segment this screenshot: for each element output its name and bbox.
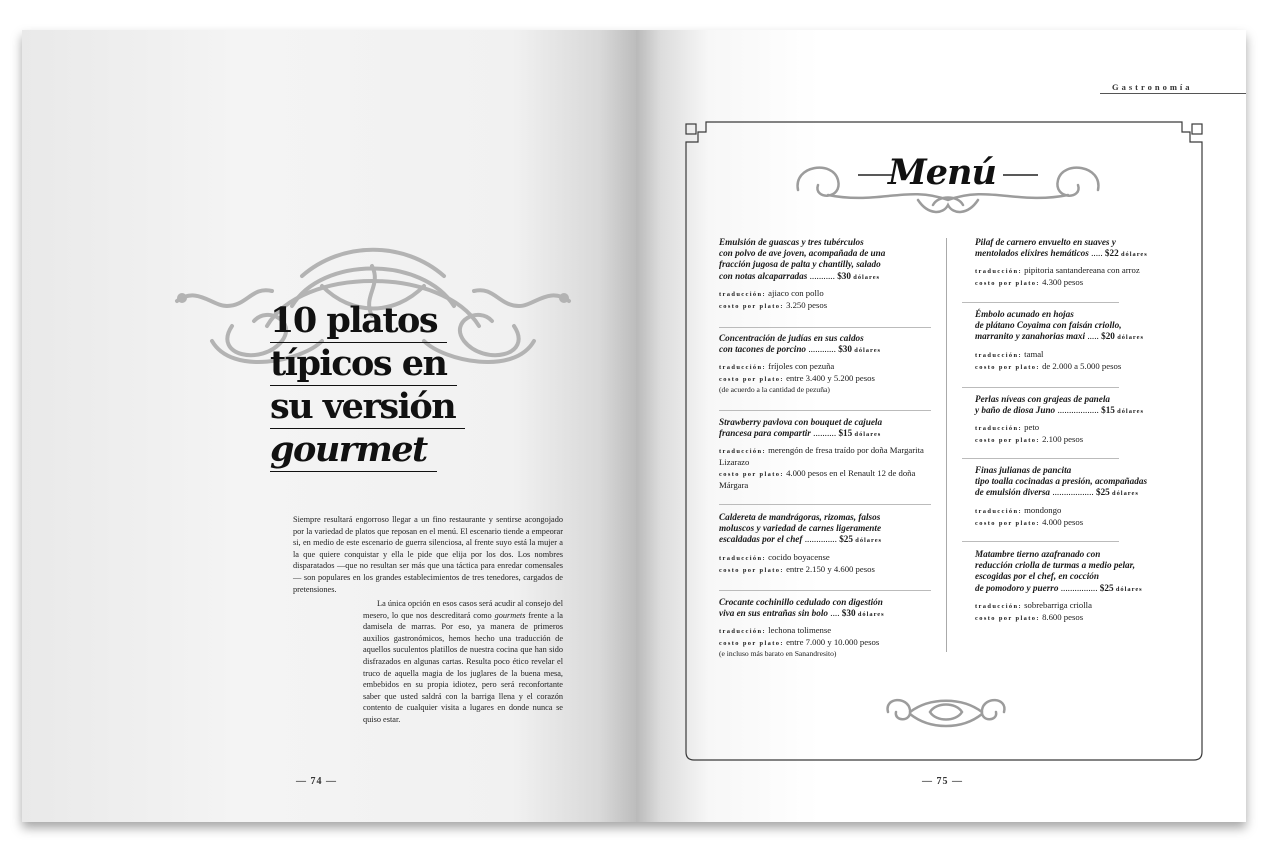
item-note: (e incluso más barato en Sanandresito) bbox=[719, 649, 837, 659]
dish-name-line: reducción criolla de turmas a medio pelar, bbox=[975, 560, 1136, 571]
cost-row bbox=[975, 434, 1180, 446]
dish-name bbox=[975, 465, 1180, 500]
cost-label: costo por plato: bbox=[719, 376, 784, 384]
dish-name bbox=[975, 237, 1180, 260]
dot-leader: .............. bbox=[802, 534, 840, 545]
menu-item bbox=[975, 237, 1180, 289]
dish-name-line: con polvo de ave joven, acompañada de una bbox=[719, 248, 886, 259]
dot-leader: ........... bbox=[807, 270, 838, 281]
translation-row bbox=[719, 552, 931, 564]
cost-value: 4.300 pesos bbox=[1042, 277, 1084, 288]
menu-bottom-ornament bbox=[880, 692, 1012, 732]
cost-label: costo por plato: bbox=[719, 302, 784, 310]
dish-price bbox=[1100, 583, 1143, 593]
price-value: $25 bbox=[1099, 582, 1114, 593]
currency-label: dólares bbox=[855, 537, 883, 545]
menu-item bbox=[719, 512, 931, 576]
dish-name-line: Concentración de judías en sus caldos bbox=[719, 333, 864, 343]
dish-price bbox=[838, 428, 881, 438]
cost-row bbox=[975, 612, 1180, 624]
price-value: $20 bbox=[1101, 331, 1115, 342]
translation-row bbox=[719, 288, 931, 300]
dish-price bbox=[838, 344, 881, 354]
cost-row bbox=[719, 564, 931, 576]
currency-label: dólares bbox=[857, 611, 885, 619]
cost-row bbox=[975, 277, 1180, 289]
dot-leader: ..... bbox=[1085, 331, 1102, 342]
dish-name bbox=[719, 417, 931, 440]
dish-name-line: de plátano Coyaima con faisán criollo, bbox=[975, 320, 1122, 331]
cost-label: costo por plato: bbox=[975, 519, 1040, 527]
headline-line-2: típicos en bbox=[270, 343, 457, 386]
price-value: $30 bbox=[837, 270, 851, 281]
translation-value: pipitoria santandereana con arroz bbox=[1024, 265, 1140, 276]
dish-name-line: fracción jugosa de palta y chantilly, salado bbox=[719, 259, 881, 270]
translation-row bbox=[975, 422, 1180, 434]
price-value: $15 bbox=[838, 428, 853, 439]
translation-row bbox=[975, 265, 1180, 277]
translation-row bbox=[719, 445, 931, 468]
translation-label: traducción: bbox=[719, 554, 766, 562]
dish-name bbox=[719, 237, 931, 283]
item-separator bbox=[719, 327, 931, 328]
translation-value: merengón de fresa traído por doña Margarita Lizarazo bbox=[719, 445, 924, 468]
dish-name-line: Strawberry pavlova con bouquet de cajuela bbox=[719, 417, 883, 427]
dish-name-line: escaldadas por el chef bbox=[719, 534, 803, 545]
dish-name-line: moluscos y variedad de carnes ligeramente bbox=[719, 523, 882, 534]
translation-value: cocido boyacense bbox=[768, 551, 830, 562]
cost-value: 2.100 pesos bbox=[1042, 434, 1084, 445]
second-paragraph-after: frente a la damisela de marras. Por eso, ya manera de primeros auxilios gastronómicos, hemos hecho una traducción de aquellos suculentos platillos de nuestra cocina que han sido disfrazados en algunas cartas. Resulta poco ético revelar el truco de aquella magia de los juglares de la buena mesa, embebidos en su propia idiotez, pero será reconfortante saber que usted saldrá con la barriga llena y el corazón contento de cualquier visita a lugares en donde nunca se quiso estar. bbox=[363, 610, 563, 724]
menu-item bbox=[719, 237, 931, 312]
cost-label: costo por plato: bbox=[975, 614, 1040, 622]
item-separator bbox=[962, 387, 1119, 388]
translation-row bbox=[719, 361, 931, 373]
dish-name-line: y baño de diosa Juno bbox=[975, 405, 1056, 416]
currency-label: dólares bbox=[1117, 408, 1144, 416]
translation-label: traducción: bbox=[975, 268, 1022, 276]
dish-name bbox=[719, 512, 931, 547]
translation-value: peto bbox=[1024, 422, 1040, 433]
menu-item bbox=[975, 309, 1180, 373]
headline-line-4: gourmet bbox=[270, 429, 437, 472]
second-paragraph-before: La única opción en esos casos será acudir al consejo del mesero, lo que nos descreditará como bbox=[363, 599, 563, 620]
menu-item bbox=[975, 465, 1180, 529]
cost-row bbox=[719, 637, 931, 649]
cost-label: costo por plato: bbox=[975, 280, 1040, 288]
second-paragraph bbox=[363, 598, 563, 726]
dish-name-line: tipo toalla cocinadas a presión, acompañadas bbox=[975, 476, 1148, 487]
dish-name-line: Emulsión de guascas y tres tubérculos bbox=[719, 237, 864, 247]
currency-label: dólares bbox=[1115, 585, 1143, 593]
dish-name-line: mentolados elíxires hemáticos bbox=[975, 248, 1089, 259]
price-value: $25 bbox=[839, 534, 853, 545]
translation-value: sobrebarriga criolla bbox=[1024, 599, 1092, 610]
dot-leader: ............ bbox=[806, 344, 839, 355]
price-value: $15 bbox=[1101, 405, 1115, 416]
dish-name-line: Perlas níveas con grajeas de panela bbox=[975, 394, 1110, 404]
translation-label: traducción: bbox=[975, 602, 1022, 610]
dish-price bbox=[1096, 487, 1139, 497]
dish-price bbox=[1101, 405, 1144, 415]
currency-label: dólares bbox=[853, 273, 881, 281]
folio-right: — 75 — bbox=[922, 776, 963, 787]
dish-name bbox=[975, 394, 1180, 417]
dish-name-line: de emulsión diversa bbox=[975, 487, 1051, 498]
cost-value: 4.000 pesos bbox=[1042, 516, 1084, 527]
translation-label: traducción: bbox=[975, 351, 1022, 359]
dish-name bbox=[975, 549, 1180, 595]
item-note: (de acuerdo a la cantidad de pezuña) bbox=[719, 385, 830, 395]
dish-name-line: Crocante cochinillo cedulado con digestión bbox=[719, 597, 883, 607]
currency-label: dólares bbox=[854, 347, 882, 355]
dot-leader: ..... bbox=[1088, 248, 1105, 259]
dish-name-line: con notas alcaparradas bbox=[719, 270, 808, 281]
cost-row bbox=[975, 361, 1180, 373]
menu-item bbox=[719, 417, 931, 491]
cost-value: 3.250 pesos bbox=[786, 299, 828, 310]
cost-value: 4.000 pesos en el Renault 12 de doña Márgara bbox=[719, 468, 916, 491]
section-rule bbox=[1100, 93, 1246, 94]
menu-item bbox=[719, 597, 931, 659]
dish-name bbox=[975, 309, 1180, 344]
translation-row bbox=[975, 505, 1180, 517]
currency-label: dólares bbox=[1112, 490, 1139, 498]
cost-row bbox=[719, 373, 931, 385]
dish-name-line: escogidas por el chef, en cocción bbox=[975, 571, 1100, 582]
item-separator bbox=[719, 504, 931, 505]
price-value: $30 bbox=[838, 344, 852, 355]
headline-line-3: su versión bbox=[270, 386, 465, 429]
dish-price bbox=[1101, 331, 1144, 341]
translation-label: traducción: bbox=[975, 425, 1022, 433]
dish-name-line: Caldereta de mandrágoras, rizomas, falsos bbox=[719, 512, 881, 522]
cost-row bbox=[975, 517, 1180, 529]
cost-value: 8.600 pesos bbox=[1042, 611, 1084, 622]
section-tag: Gastronomía bbox=[1112, 82, 1193, 92]
dish-name bbox=[719, 333, 931, 356]
menu-item bbox=[975, 394, 1180, 446]
dot-leader: ................ bbox=[1058, 582, 1100, 593]
item-separator bbox=[962, 302, 1119, 303]
cost-label: costo por plato: bbox=[719, 471, 784, 479]
article-headline bbox=[270, 300, 510, 472]
price-value: $25 bbox=[1095, 487, 1110, 498]
menu-title: Menú bbox=[888, 152, 996, 193]
translation-label: traducción: bbox=[719, 628, 766, 636]
dish-name-line: con tacones de porcino bbox=[719, 344, 807, 355]
item-separator bbox=[962, 458, 1119, 459]
dish-name-line: Finas julianas de pancita bbox=[975, 465, 1072, 475]
menu-column-rule bbox=[946, 238, 947, 652]
cost-label: costo por plato: bbox=[975, 363, 1040, 371]
translation-row bbox=[975, 349, 1180, 361]
item-separator bbox=[719, 590, 931, 591]
translation-value: lechona tolimense bbox=[768, 625, 832, 636]
translation-label: traducción: bbox=[719, 448, 766, 456]
folio-left: — 74 — bbox=[296, 776, 337, 787]
dish-name-line: Matambre tierno azafranado con bbox=[975, 549, 1101, 559]
cost-value: entre 7.000 y 10.000 pesos bbox=[786, 637, 880, 648]
dish-price bbox=[842, 608, 885, 618]
dish-name-line: francesa para compartir bbox=[719, 428, 811, 439]
translation-value: mondongo bbox=[1024, 504, 1062, 515]
dish-name-line: de pomodoro y puerro bbox=[975, 582, 1059, 593]
translation-value: tamal bbox=[1024, 348, 1044, 359]
dish-name-line: Pilaf de carnero envuelto en suaves y bbox=[975, 237, 1116, 247]
translation-label: traducción: bbox=[719, 364, 766, 372]
dish-price bbox=[839, 534, 882, 544]
translation-value: fríjoles con pezuña bbox=[768, 361, 835, 372]
currency-label: dólares bbox=[1117, 334, 1144, 342]
dot-leader: .......... bbox=[810, 428, 839, 439]
cost-row bbox=[719, 468, 931, 491]
dish-name-line: viva en sus entrañas sin bolo bbox=[719, 608, 828, 619]
translation-row bbox=[975, 600, 1180, 612]
currency-label: dólares bbox=[1120, 251, 1148, 259]
dot-leader: .................. bbox=[1055, 405, 1102, 416]
item-separator bbox=[962, 541, 1119, 542]
translation-label: traducción: bbox=[975, 507, 1022, 515]
cost-value: entre 3.400 y 5.200 pesos bbox=[786, 373, 875, 384]
menu-item bbox=[975, 549, 1180, 624]
headline-line-1: 10 platos bbox=[270, 300, 447, 343]
cost-label: costo por plato: bbox=[975, 437, 1040, 445]
currency-label: dólares bbox=[854, 431, 882, 439]
dot-leader: .................. bbox=[1050, 487, 1096, 498]
dish-price bbox=[1105, 248, 1148, 258]
cost-value: entre 2.150 y 4.600 pesos bbox=[786, 563, 875, 574]
dish-price bbox=[837, 271, 880, 281]
dish-name-line: marranito y zanahorias maxi bbox=[975, 331, 1086, 342]
translation-label: traducción: bbox=[719, 290, 766, 298]
price-value: $30 bbox=[841, 608, 856, 619]
price-value: $22 bbox=[1104, 248, 1119, 259]
cost-value: de 2.000 a 5.000 pesos bbox=[1042, 360, 1122, 371]
translation-value: ajiaco con pollo bbox=[768, 287, 824, 298]
dish-name-line: Émbolo acunado en hojas bbox=[975, 309, 1074, 319]
translation-row bbox=[719, 625, 931, 637]
cost-row bbox=[719, 300, 931, 312]
second-paragraph-italic: gourmets bbox=[494, 610, 526, 620]
cost-label: costo por plato: bbox=[719, 566, 784, 574]
cost-label: costo por plato: bbox=[719, 640, 784, 648]
item-separator bbox=[719, 410, 931, 411]
menu-item bbox=[719, 333, 931, 395]
intro-paragraph: Siempre resultará engorroso llegar a un fino restaurante y sentirse acongojado por la variedad de platos que reposan en el menú. El escenario tiende a empeorar si, en medio de este escenario de guerra silenciosa, al frente suyo está la mujer a la que quiere conquistar y ella le pide que elija por los dos. Los nombres disparatados —que no resultan ser más que una táctica para enredar comensales— son populares en los grandes establecimientos de tres tenedores, cargados de pretensiones. bbox=[293, 515, 563, 594]
dish-name bbox=[719, 597, 931, 620]
dot-leader: .... bbox=[828, 608, 842, 619]
